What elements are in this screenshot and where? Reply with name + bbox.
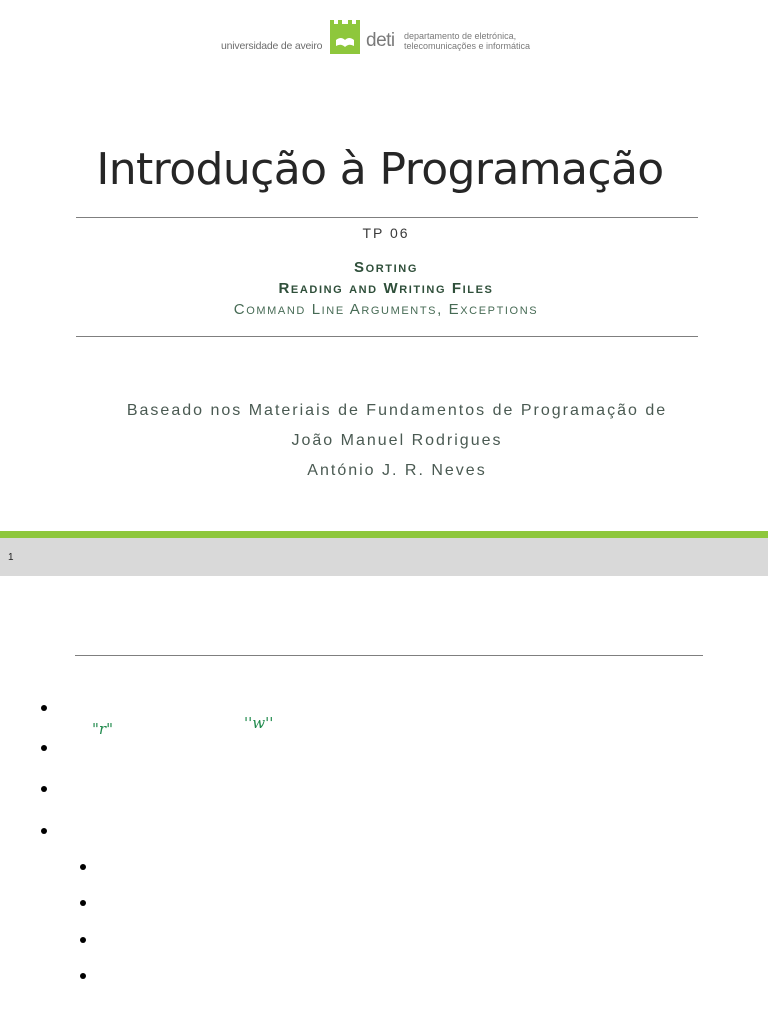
session-label: TP 06 <box>362 225 410 241</box>
next-slide-divider <box>75 655 703 656</box>
bullet-4 <box>41 828 47 834</box>
sub-bullet-1 <box>80 864 86 870</box>
footer-band <box>0 538 768 576</box>
sub-bullet-2 <box>80 900 86 906</box>
sub-bullet-3 <box>80 937 86 943</box>
footer-accent-bar <box>0 531 768 538</box>
slide-title: Introdução à Programação <box>96 144 664 195</box>
topic-files: Reading and Writing Files <box>278 280 494 297</box>
credit-author-2: António J. R. Neves <box>307 462 487 479</box>
department-line-1: departamento de eletrónica, <box>404 31 517 41</box>
topic-sorting: Sorting <box>354 259 418 276</box>
department-name <box>404 31 530 51</box>
deti-logo-text: deti <box>366 30 395 51</box>
credit-line-1: Baseado nos Materiais de Fundamentos de Programação de <box>126 402 668 419</box>
page-number: 1 <box>8 552 14 563</box>
university-logo-icon <box>328 18 362 56</box>
handwritten-annotation-r: "r" <box>92 720 113 738</box>
department-line-2: telecomunicações e informática <box>404 41 531 51</box>
sub-bullet-4 <box>80 973 86 979</box>
university-name: universidade de aveiro <box>221 40 323 52</box>
bullet-1 <box>41 705 47 711</box>
bullet-3 <box>41 786 47 792</box>
credit-author-1: João Manuel Rodrigues <box>291 432 503 449</box>
bullet-2 <box>41 745 47 751</box>
topic-arguments-exceptions: Command Line Arguments, Exceptions <box>233 301 539 318</box>
title-divider-top <box>76 217 698 218</box>
title-divider-bottom <box>76 336 698 337</box>
handwritten-annotation-w: ''w'' <box>244 714 274 732</box>
